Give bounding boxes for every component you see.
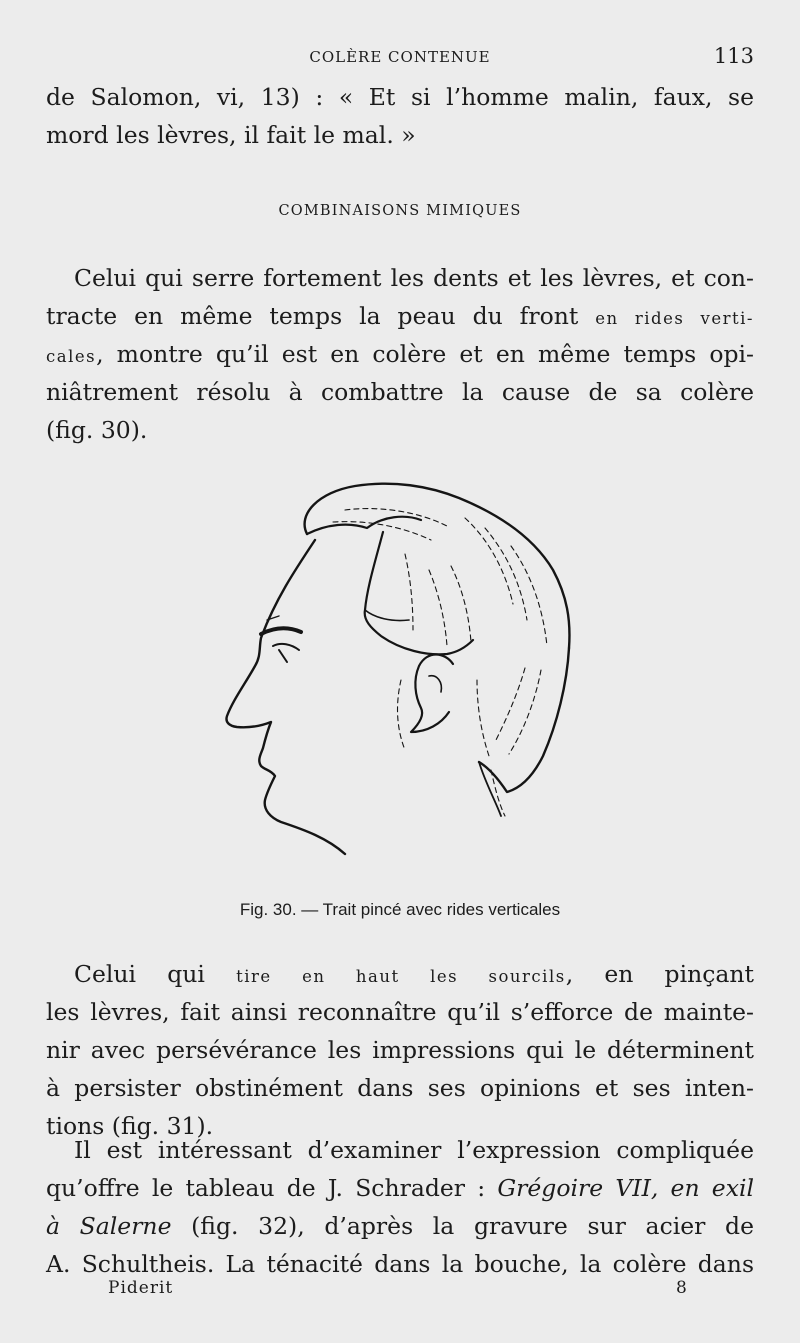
text-line: (fig. 30). <box>46 416 148 444</box>
running-head-title: COLÈRE CONTENUE <box>309 48 491 66</box>
paragraph-3 <box>46 1131 754 1283</box>
profile-head-illustration <box>215 470 585 870</box>
text-line: Il est intéressant d’examiner l’expression compliquée <box>74 1136 754 1164</box>
text-line: tions (fig. 31). <box>46 1112 214 1140</box>
text-line: à persister obstinément dans ses opinions et ses inten- <box>46 1074 754 1102</box>
paragraph-2 <box>46 955 754 1145</box>
text-line: mord les lèvres, il fait le mal. » <box>46 121 416 149</box>
text-line: Celui qui tire en haut les sourcils, en pinçant <box>74 960 754 988</box>
text-line: nir avec persévérance les impressions qui le déterminent <box>46 1036 754 1064</box>
sheet-number: 8 <box>676 1278 687 1298</box>
text-line: cales, montre qu’il est en colère et en même temps opi- <box>46 340 754 368</box>
text-line: niâtrement résolu à combattre la cause de sa colère <box>46 378 754 406</box>
section-heading: COMBINAISONS MIMIQUES <box>278 203 522 219</box>
text-line: qu’offre le tableau de J. Schrader : Grégoire VII, en exil <box>46 1174 754 1202</box>
page-footer <box>0 1278 800 1304</box>
top-text <box>46 78 754 154</box>
signature-mark: Piderit <box>108 1278 174 1298</box>
page-number: 113 <box>713 44 754 68</box>
text-line: de Salomon, vi, 13) : « Et si l’homme malin, faux, se <box>46 83 754 111</box>
text-line: à Salerne (fig. 32), d’après la gravure sur acier de <box>46 1212 754 1240</box>
text-line: Celui qui serre fortement les dents et les lèvres, et con- <box>74 264 754 292</box>
figure-caption: Fig. 30. — Trait pincé avec rides verticales <box>239 900 561 919</box>
text-line: tracte en même temps la peau du front en rides verti- <box>46 302 754 330</box>
paragraph-1 <box>46 259 754 449</box>
text-line: les lèvres, fait ainsi reconnaître qu’il s’efforce de mainte- <box>46 998 754 1026</box>
text-line: A. Schultheis. La ténacité dans la bouche, la colère dans <box>46 1250 754 1278</box>
running-head <box>0 44 800 72</box>
